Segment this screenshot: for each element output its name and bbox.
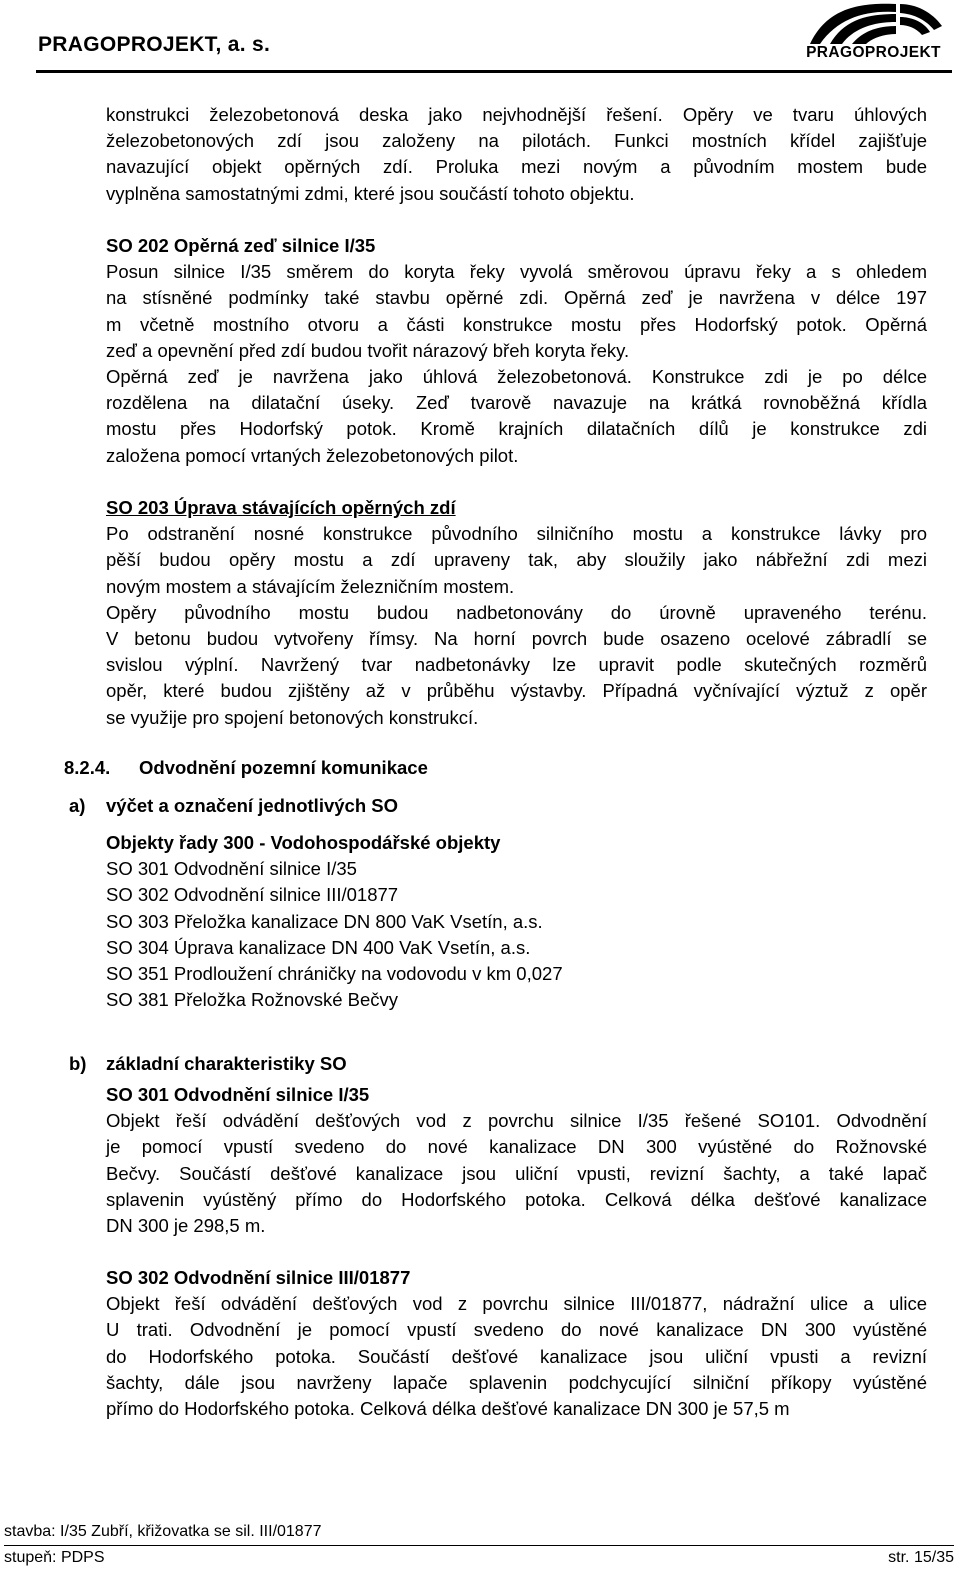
- company-logo: [796, 0, 951, 70]
- text-line: mostu přes Hodorfský potok. Kromě krajních dilatačních dílů je konstrukce zdi: [106, 418, 927, 440]
- text-line: Objekt řeší odvádění dešťových vod z povrchu silnice III/01877, nádražní ulice a ulice: [106, 1293, 927, 1315]
- section-number: 8.2.4.: [64, 757, 111, 778]
- stavba-label: stavba:: [4, 1523, 56, 1540]
- part-b-title: základní charakteristiky SO: [106, 1053, 347, 1074]
- footer-rule: [4, 1545, 954, 1546]
- text-line: novým mostem a stávajícím železničním mostem.: [106, 575, 515, 597]
- text-line: je pomocí vpustí svedeno do nové kanalizace DN 300 vyústěné do Rožnovské: [106, 1136, 927, 1158]
- text-line: opěr, které budou zjištěny až v průběhu výstavby. Případná vyčnívající výztuž z opěr: [106, 680, 927, 702]
- company-name: PRAGOPROJEKT, a. s.: [38, 33, 271, 56]
- header-rule: [36, 70, 952, 73]
- so-list: [106, 830, 563, 1013]
- stavba-value: I/35 Zubří, křižovatka se sil. III/01877: [60, 1523, 322, 1540]
- text-line: na stísněné podmínky také stavbu opěrné zdi. Opěrná zeď je navržena v délce 197: [106, 287, 927, 309]
- text-line: Po odstranění nosné konstrukce původního silničního mostu a konstrukce lávky pro: [106, 523, 927, 545]
- text-line: Posun silnice I/35 směrem do koryta řeky vyvolá směrovou úpravu řeky a s ohledem: [106, 261, 927, 283]
- intro-paragraph: [106, 102, 927, 207]
- text-line: do Hodorfského potoka. Součástí dešťové kanalizace jsou uliční vpusti a revizní: [106, 1345, 927, 1367]
- text-line: zeď a opevnění před zdí budou tvořit nárazový břeh koryta řeky.: [106, 339, 630, 361]
- so302-section: [106, 1265, 927, 1422]
- logo-mark-icon: [796, 0, 951, 46]
- text-line: Opěrná zeď je navržena jako úhlová železobetonová. Konstrukce zdi je po délce: [106, 365, 927, 387]
- text-line: DN 300 je 298,5 m.: [106, 1214, 266, 1236]
- text-line: svislou výplní. Navržený tvar nadbetonávky lze upravit podle skutečných rozměrů: [106, 654, 927, 676]
- text-line: navazující objekt opěrných zdí. Proluka mezi novým a původním mostem bude: [106, 156, 927, 178]
- page-label: str.: [888, 1549, 910, 1566]
- part-a-label: a): [69, 795, 86, 816]
- list-item: SO 301 Odvodnění silnice I/35: [106, 858, 357, 880]
- text-line: konstrukci železobetonová deska jako nejvhodnější řešení. Opěry ve tvaru úhlových: [106, 104, 927, 125]
- so202-title: SO 202 Opěrná zeď silnice I/35: [106, 235, 376, 256]
- text-line: V betonu budou vytvořeny římsy. Na horní povrch bude osazeno ocelové zábradlí se: [106, 627, 927, 649]
- text-line: železobetonových zdí jsou založeny na pilotách. Funkci mostních křídel zajišťuje: [106, 130, 927, 152]
- text-line: pěší budou opěry mostu a zdí upraveny tak, aby sloužily jako nábřežní zdi mezi: [106, 549, 927, 571]
- text-line: vyplněna samostatnými zdmi, které jsou součástí tohoto objektu.: [106, 182, 635, 204]
- text-line: se využije pro spojení betonových konstrukcí.: [106, 706, 479, 728]
- stupen-label: stupeň:: [4, 1549, 57, 1566]
- part-b-label: b): [69, 1053, 87, 1074]
- list-item: SO 303 Přeložka kanalizace DN 800 VaK Vsetín, a.s.: [106, 910, 543, 932]
- text-line: Bečvy. Součástí dešťové kanalizace jsou uliční vpusti, revizní šachty, a také lapač: [106, 1162, 927, 1184]
- section-title: Odvodnění pozemní komunikace: [139, 757, 428, 778]
- text-line: U trati. Odvodnění je pomocí vpustí svedeno do nové kanalizace DN 300 vyústěné: [106, 1319, 927, 1341]
- so302-title: SO 302 Odvodnění silnice III/01877: [106, 1267, 411, 1288]
- text-line: m včetně mostního otvoru a části konstrukce mostu přes Hodorfský potok. Opěrná: [106, 313, 927, 335]
- part-a-title: výčet a označení jednotlivých SO: [106, 795, 398, 816]
- text-line: šachty, dále jsou navrženy lapače splavenin podchycující silniční příkopy vyústěné: [106, 1371, 927, 1393]
- list-item: SO 302 Odvodnění silnice III/01877: [106, 884, 399, 906]
- text-line: přímo do Hodorfského potoka. Celková délka dešťové kanalizace DN 300 je 57,5 m: [106, 1397, 790, 1419]
- text-line: splavenin vyústěný přímo do Hodorfského potoka. Celková délka dešťové kanalizace: [106, 1188, 927, 1210]
- so203-section: [106, 495, 927, 731]
- page-number: [888, 1549, 954, 1567]
- page-value: 15/35: [913, 1549, 954, 1566]
- group-title: Objekty řady 300 - Vodohospodářské objekty: [106, 832, 501, 853]
- list-item: SO 304 Úprava kanalizace DN 400 VaK Vsetín, a.s.: [106, 936, 531, 958]
- list-item: SO 381 Přeložka Rožnovské Bečvy: [106, 989, 399, 1011]
- list-item: SO 351 Prodloužení chráničky na vodovodu v km 0,027: [106, 962, 563, 984]
- so202-section: [106, 233, 927, 469]
- logo-text: PRAGOPROJEKT: [806, 44, 941, 61]
- footer-stupen: [4, 1549, 105, 1567]
- text-line: Objekt řeší odvádění dešťových vod z povrchu silnice I/35 řešené SO101. Odvodnění: [106, 1110, 927, 1132]
- text-line: založena pomocí vrtaných železobetonových pilot.: [106, 444, 519, 466]
- text-line: Opěry původního mostu budou nadbetonovány do úrovně upraveného terénu.: [106, 601, 927, 623]
- text-line: rozdělena na dilatační úseky. Zeď tvarově navazuje na krátká rovnoběžná křídla: [106, 392, 927, 414]
- so301-section: [106, 1082, 927, 1239]
- stupen-value: PDPS: [60, 1549, 105, 1566]
- footer-stavba: [4, 1523, 322, 1541]
- so301-title: SO 301 Odvodnění silnice I/35: [106, 1084, 370, 1105]
- so203-title: SO 203 Úprava stávajících opěrných zdí: [106, 497, 456, 518]
